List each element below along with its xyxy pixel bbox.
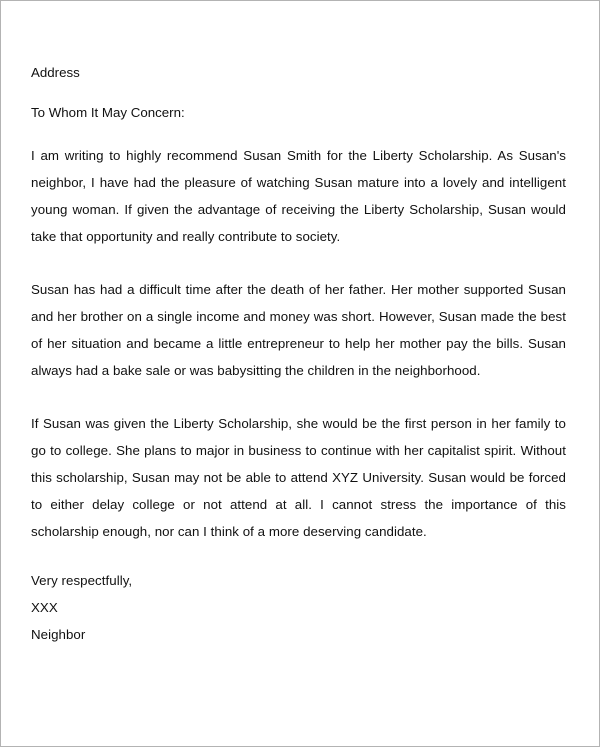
letter-paragraph-1: I am writing to highly recommend Susan Smith for the Liberty Scholarship. As Susan's neighbor, I have had the pleasure of watching Susan mature into a lovely and intelligent young woman. If given the advantage of receiving the Liberty Scholarship, Susan would take that opportunity and really contribute to society. [31,148,566,244]
letter-body [1,1,599,648]
closing-block [31,567,566,648]
valediction-line: Very respectfully, [31,573,133,588]
relationship-line: Neighbor [31,627,86,642]
address-line: Address [31,65,80,80]
letter-paragraph-2: Susan has had a difficult time after the death of her father. Her mother supported Susan and her brother on a single income and money was short. However, Susan made the best of her situation and became a little entrepreneur to help her mother pay the bills. Susan always had a bake sale or was babysitting the children in the neighborhood. [31,282,566,378]
letter-paragraph-3: If Susan was given the Liberty Scholarship, she would be the first person in her family to go to college. She plans to major in business to continue with her capitalist spirit. Without this scholarship, Susan may not be able to attend XYZ University. Susan would be forced to either delay college or not attend at all. I cannot stress the importance of this scholarship enough, nor can I think of a more deserving candidate. [31,416,566,539]
salutation-line: To Whom It May Concern: [31,105,185,120]
signature-line: XXX [31,600,58,615]
